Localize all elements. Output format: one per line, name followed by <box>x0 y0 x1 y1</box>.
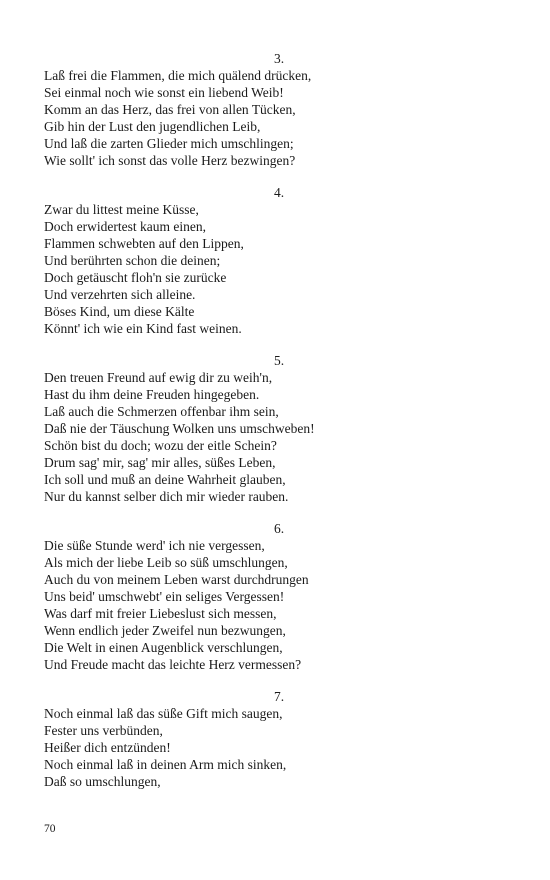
verse-line: Uns beid' umschwebt' ein seliges Vergessen! <box>44 589 285 604</box>
page-number: 70 <box>44 823 56 835</box>
verse-line: Ich soll und muß an deine Wahrheit glauben, <box>44 472 286 487</box>
verse-line: Die süße Stunde werd' ich nie vergessen, <box>44 538 265 553</box>
verse-line: Böses Kind, um diese Kälte <box>44 304 195 319</box>
verse-line: Und berührten schon die deinen; <box>44 253 221 268</box>
verse-line: Auch du von meinem Leben warst durchdrungen <box>44 572 309 587</box>
stanza-number: 3. <box>273 51 285 66</box>
verse-line: Daß nie der Täuschung Wolken uns umschweben! <box>44 421 315 436</box>
verse-line: Den treuen Freund auf ewig dir zu weih'n, <box>44 370 273 385</box>
stanza-5 <box>44 352 514 505</box>
verse-line: Was darf mit freier Liebeslust sich messen, <box>44 606 277 621</box>
verse-line: Nur du kannst selber dich mir wieder rauben. <box>44 489 289 504</box>
verse-line: Doch getäuscht floh'n sie zurücke <box>44 270 227 285</box>
verse-line: Und verzehrten sich alleine. <box>44 287 196 302</box>
stanza-7 <box>44 688 514 790</box>
verse-line: Und laß die zarten Glieder mich umschlingen; <box>44 136 294 151</box>
verse-line: Zwar du littest meine Küsse, <box>44 202 199 217</box>
verse-line: Laß auch die Schmerzen offenbar ihm sein, <box>44 404 279 419</box>
verse-line: Könnt' ich wie ein Kind fast weinen. <box>44 321 242 336</box>
stanza-4 <box>44 184 514 337</box>
verse-line: Schön bist du doch; wozu der eitle Schein? <box>44 438 277 453</box>
stanza-number: 7. <box>273 689 285 704</box>
verse-line: Als mich der liebe Leib so süß umschlungen, <box>44 555 288 570</box>
verse-line: Daß so umschlungen, <box>44 774 161 789</box>
verse-line: Gib hin der Lust den jugendlichen Leib, <box>44 119 261 134</box>
verse-line: Laß frei die Flammen, die mich quälend drücken, <box>44 68 312 83</box>
verse-line: Noch einmal laß in deinen Arm mich sinken, <box>44 757 287 772</box>
stanza-number: 5. <box>273 353 285 368</box>
verse-line: Flammen schwebten auf den Lippen, <box>44 236 244 251</box>
verse-line: Fester uns verbünden, <box>44 723 163 738</box>
poem-page <box>44 50 514 805</box>
verse-line: Und Freude macht das leichte Herz vermessen? <box>44 657 302 672</box>
verse-line: Doch erwidertest kaum einen, <box>44 219 206 234</box>
verse-line: Noch einmal laß das süße Gift mich saugen, <box>44 706 283 721</box>
verse-line: Komm an das Herz, das frei von allen Tücken, <box>44 102 296 117</box>
verse-line: Heißer dich entzünden! <box>44 740 171 755</box>
stanza-3 <box>44 50 514 169</box>
verse-line: Wenn endlich jeder Zweifel nun bezwungen, <box>44 623 286 638</box>
verse-line: Wie sollt' ich sonst das volle Herz bezwingen? <box>44 153 296 168</box>
verse-line: Die Welt in einen Augenblick verschlungen, <box>44 640 283 655</box>
stanza-6 <box>44 520 514 673</box>
verse-line: Sei einmal noch wie sonst ein liebend Weib! <box>44 85 284 100</box>
stanza-number: 4. <box>273 185 285 200</box>
verse-line: Hast du ihm deine Freuden hingegeben. <box>44 387 260 402</box>
verse-line: Drum sag' mir, sag' mir alles, süßes Leben, <box>44 455 276 470</box>
stanza-number: 6. <box>273 521 285 536</box>
